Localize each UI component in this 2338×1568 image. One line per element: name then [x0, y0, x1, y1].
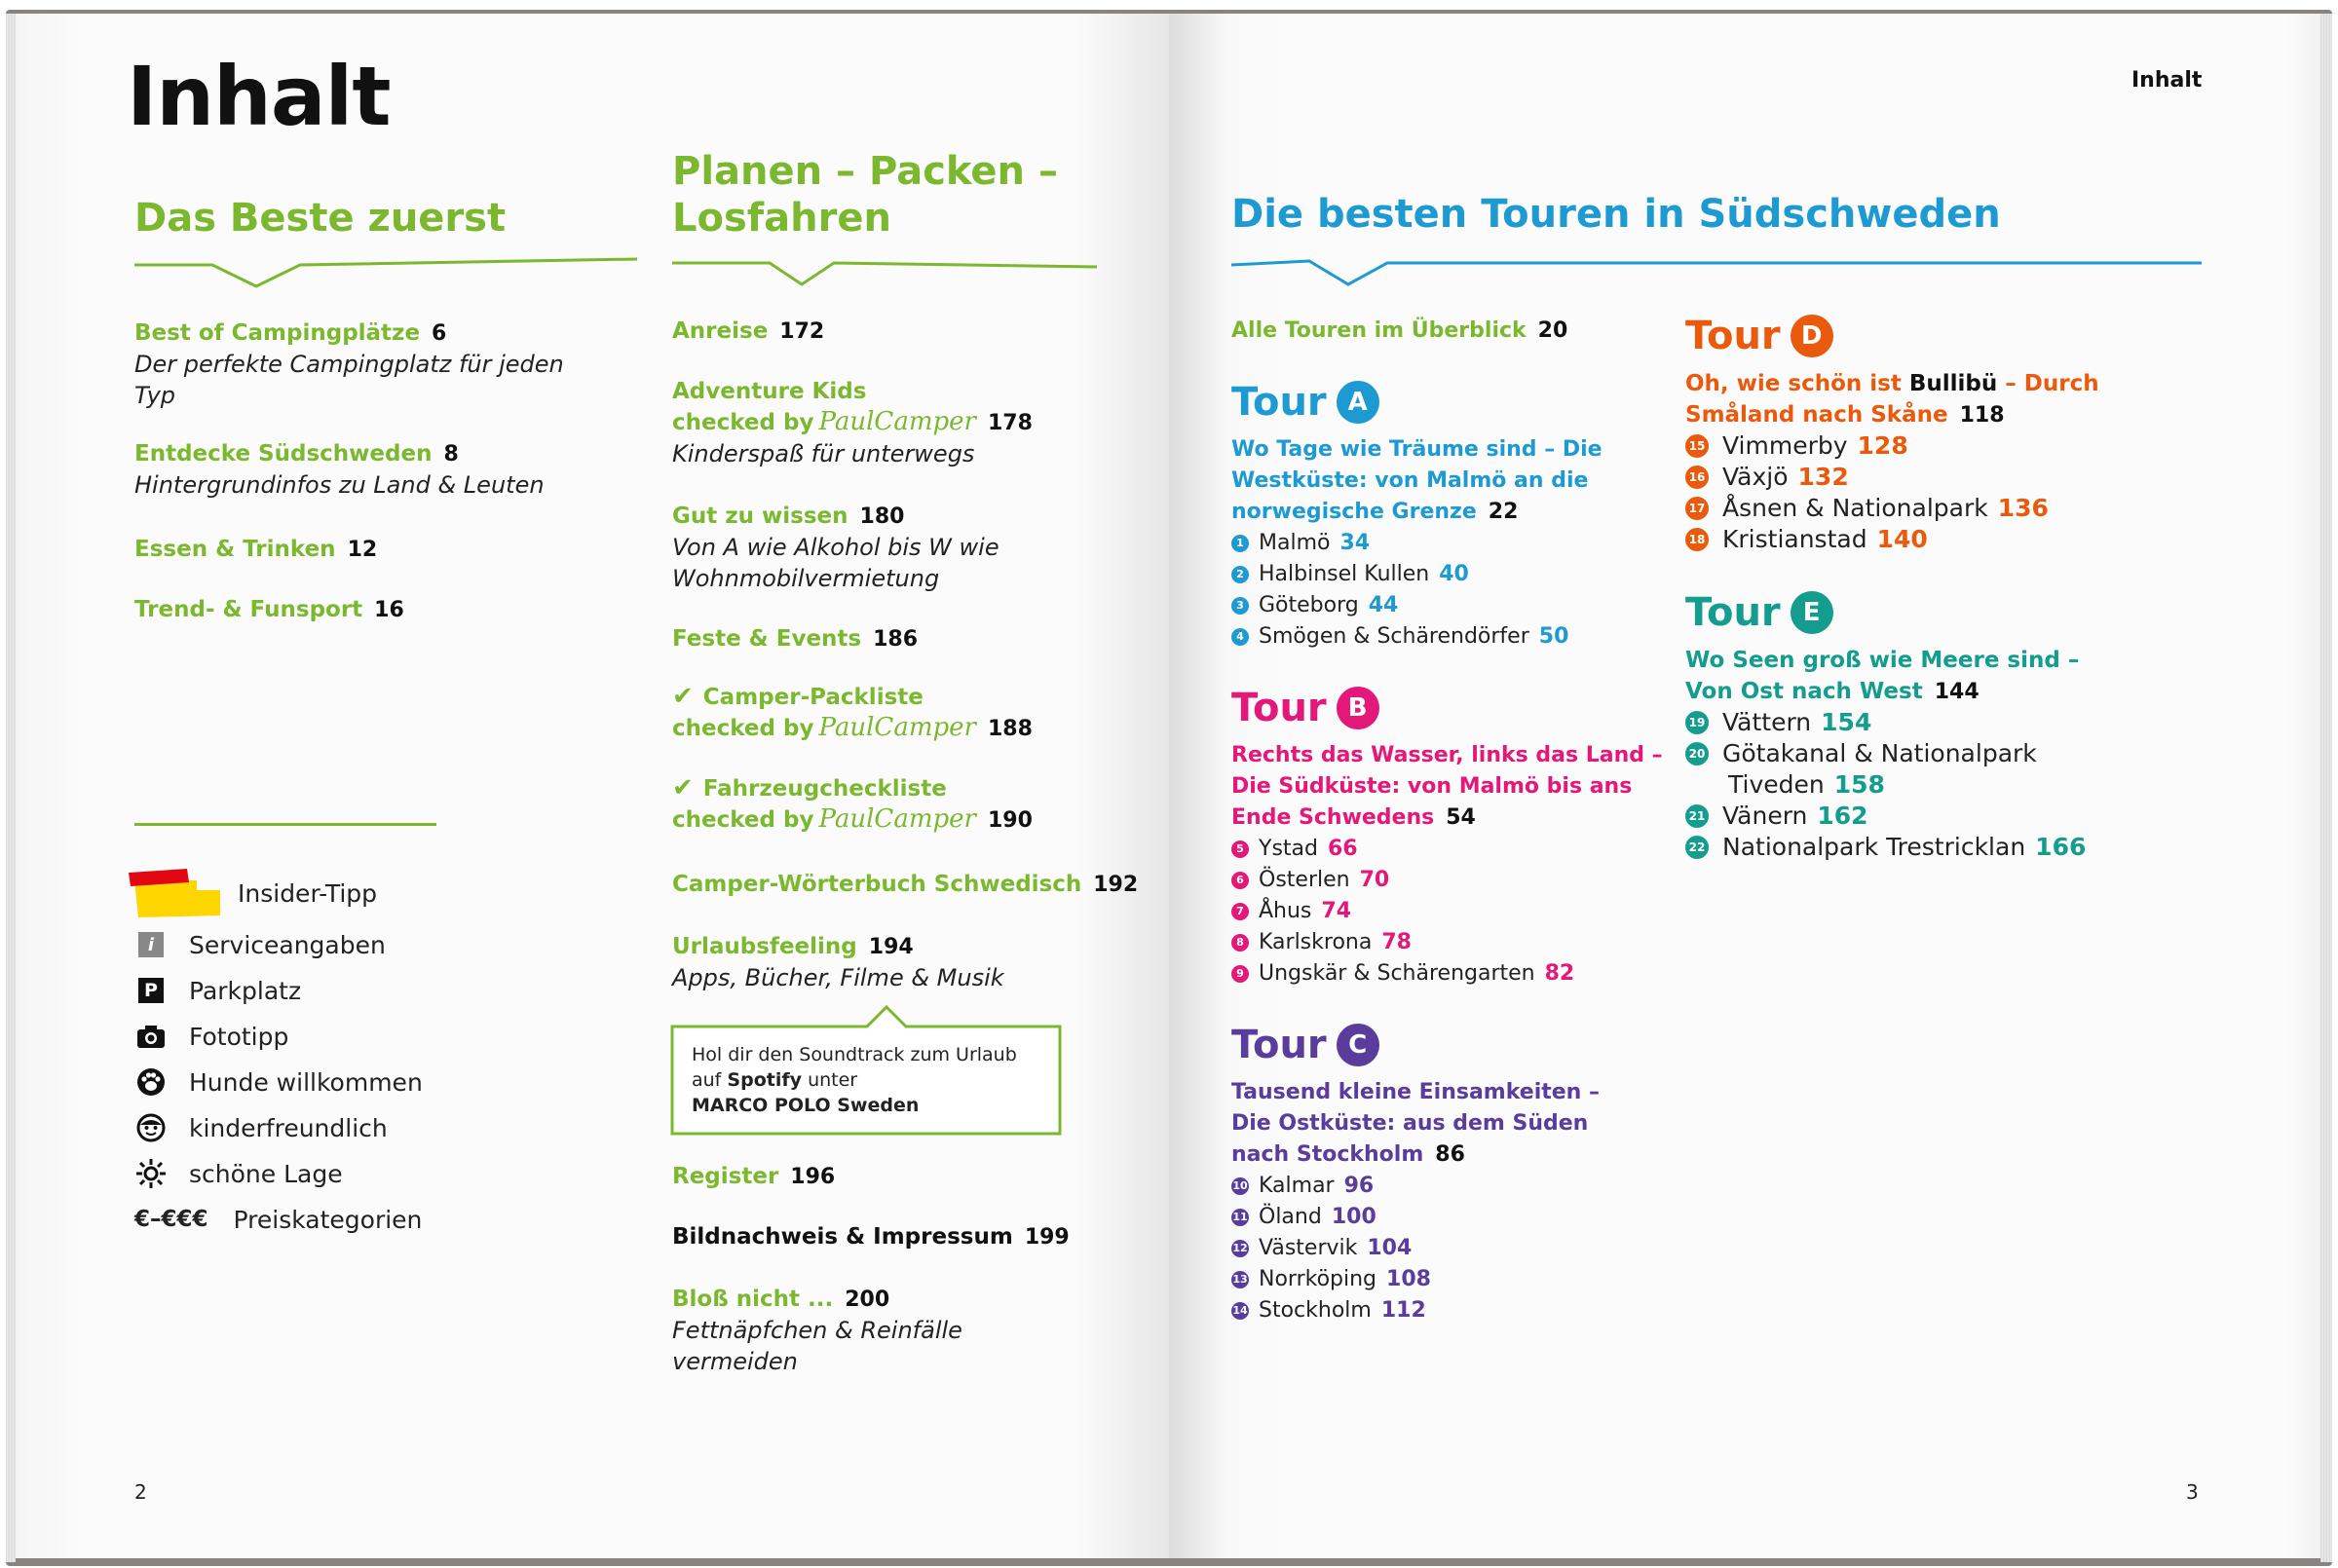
legend-item: Fototipp — [127, 1017, 423, 1056]
legend — [127, 865, 423, 1239]
sun-icon — [134, 1157, 168, 1190]
tour-badge-b: B — [1337, 687, 1379, 729]
running-header: Inhalt — [2131, 68, 2203, 93]
toc-entry[interactable]: Best of Campingplätze 6 Der perfekte Campingplatz für jeden Typ — [134, 320, 564, 409]
tour-stop-continued[interactable]: Tiveden 158 — [1728, 770, 1885, 799]
tour-c[interactable]: Tour C Tausend kleine Einsamkeiten – Die Ostküste: aus dem Süden nach Stockholm 86 10 Kalmar 96 11 Öland 100 12 Västervik 104 13 Norrköping 108 14 Stockholm 112 — [1231, 1023, 1679, 1326]
tour-b[interactable]: Tour B Rechts das Wasser, links das Land – Die Südküste: von Malmö bis ans Ende Schwedens 54 5 Ystad 66 6 Österlen 70 7 Åhus 74 8 Karlskrona 78 9 Ungskär & Schärengarten 82 — [1231, 686, 1679, 989]
parking-icon: P — [134, 974, 168, 1007]
checkmark-icon: ✔ — [672, 773, 694, 803]
tour-stop[interactable]: 19 Vättern 154 — [1685, 707, 2153, 738]
tour-stop[interactable]: 15 Vimmerby 128 — [1685, 430, 2153, 462]
checkmark-icon: ✔ — [672, 682, 694, 711]
tour-stop[interactable]: 6 Österlen 70 — [1231, 865, 1679, 896]
tour-stop[interactable]: 16 Växjö 132 — [1685, 462, 2153, 493]
page-number-left: 2 — [134, 1480, 147, 1504]
toc-entry[interactable]: Gut zu wissen 180 Von A wie Alkohol bis W wie Wohnmobilvermietung — [672, 504, 999, 592]
info-icon: i — [134, 928, 168, 961]
legend-divider — [134, 823, 436, 826]
toc-entry[interactable]: Adventure Kids checked by PaulCamper 178 Kinderspaß für unterwegs — [672, 379, 1033, 467]
toc-entry[interactable]: Alle Touren im Überblick 20 — [1231, 318, 1568, 343]
page-number-right: 3 — [2186, 1480, 2199, 1504]
heading-divider — [134, 255, 641, 290]
tour-stop[interactable]: 10 Kalmar 96 — [1232, 1174, 1375, 1198]
section-heading-best: Das Beste zuerst — [134, 196, 507, 241]
section-heading-plan: Planen – Packen – Losfahren — [672, 149, 1058, 241]
euro-range-symbol: €–€€€ — [134, 1207, 208, 1232]
toc-entry[interactable]: Urlaubsfeeling 194 Apps, Bücher, Filme & Musik — [672, 934, 1004, 991]
tour-stop[interactable]: 14 Stockholm 112 — [1232, 1298, 1426, 1323]
tour-badge-c: C — [1337, 1024, 1379, 1066]
tour-stop[interactable]: 1 Malmö 34 — [1231, 528, 1660, 559]
toc-entry[interactable]: Bloß nicht ... 200 Fettnäpfchen & Reinfälle vermeiden — [672, 1287, 962, 1375]
legend-item: kinderfreundlich — [127, 1108, 423, 1147]
left-page-edges — [6, 14, 16, 1562]
camera-icon — [134, 1020, 168, 1053]
tour-stop[interactable]: 22 Nationalpark Trestricklan 166 — [1685, 832, 2153, 863]
tour-stop[interactable]: 9 Ungskär & Schärengarten 82 — [1231, 958, 1679, 989]
toc-entry[interactable]: Camper-Wörterbuch Schwedisch 192 — [672, 872, 1139, 897]
paulcamper-logo: PaulCamper — [818, 407, 976, 436]
right-page-edges — [2320, 14, 2332, 1562]
tour-a[interactable]: Tour A Wo Tage wie Träume sind – Die Westküste: von Malmö an die norwegische Grenze 22 1 Malmö 34 2 Halbinsel Kullen 40 3 Göteborg 44 4 Smögen & Schärendörfer 50 — [1231, 380, 1660, 653]
legend-item: P Parkplatz — [127, 971, 423, 1010]
tour-stop[interactable]: 2 Halbinsel Kullen 40 — [1231, 559, 1660, 590]
heading-divider — [1231, 255, 2206, 290]
toc-entry[interactable]: Bildnachweis & Impressum 199 — [672, 1224, 1070, 1250]
spotify-box: Hol dir den Soundtrack zum Urlaub auf Spotify unter MARCO POLO Sweden — [692, 1044, 1017, 1116]
toc-entry[interactable]: Trend- & Funsport 16 — [134, 597, 404, 622]
tour-stop[interactable]: 13 Norrköping 108 — [1232, 1267, 1431, 1291]
legend-item: Hunde willkommen — [127, 1063, 423, 1101]
tour-d[interactable]: Tour D Oh, wie schön ist Bullibü – Durch Småland nach Skåne 118 15 Vimmerby 128 16 Växjö 132 17 Åsnen & Nationalpark 136 18 Kristianstad 140 — [1685, 314, 2153, 555]
tour-stop[interactable]: 18 Kristianstad 140 — [1685, 524, 2153, 555]
tour-stop[interactable]: 3 Göteborg 44 — [1231, 590, 1660, 621]
paw-icon — [134, 1065, 168, 1099]
toc-entry[interactable]: Essen & Trinken 12 — [134, 537, 378, 562]
toc-entry[interactable]: ✔ Camper-Packliste checked by PaulCamper 188 — [672, 682, 1033, 742]
tour-badge-d: D — [1791, 315, 1833, 357]
tour-stop[interactable]: 17 Åsnen & Nationalpark 136 — [1685, 493, 2153, 524]
legend-item: €–€€€ Preiskategorien — [134, 1205, 423, 1234]
tour-e[interactable]: Tour E Wo Seen groß wie Meere sind – Von Ost nach West 144 19 Vättern 154 20 Götakanal & Nationalpark Tiveden 158 21 Vänern 162 22 Nationalpark Trestricklan 166 — [1685, 590, 2153, 863]
tour-badge-e: E — [1791, 591, 1833, 634]
toc-entry[interactable]: Feste & Events 186 — [672, 626, 919, 652]
legend-item: Insider-Tipp — [127, 865, 423, 921]
toc-entry[interactable]: Anreise 172 — [672, 318, 825, 344]
tour-stop[interactable]: 8 Karlskrona 78 — [1231, 927, 1679, 958]
toc-entry[interactable]: ✔ Fahrzeugcheckliste checked by PaulCamper 190 — [672, 773, 1033, 834]
tour-stop[interactable]: 5 Ystad 66 — [1231, 834, 1679, 865]
tour-stop[interactable]: 11 Öland 100 — [1232, 1205, 1376, 1229]
tour-badge-a: A — [1337, 381, 1379, 424]
insider-tip-icon — [127, 867, 224, 919]
paulcamper-logo: PaulCamper — [818, 804, 976, 834]
tour-stop[interactable]: 4 Smögen & Schärendörfer 50 — [1231, 621, 1660, 653]
toc-entry[interactable]: Register 196 — [672, 1164, 836, 1189]
toc-entry[interactable]: Entdecke Südschweden 8 Hintergrundinfos zu Land & Leuten — [134, 441, 545, 499]
tour-stop[interactable]: 12 Västervik 104 — [1232, 1236, 1413, 1260]
legend-item: i Serviceangaben — [127, 925, 423, 964]
heading-divider — [672, 255, 1101, 290]
legend-item: schöne Lage — [127, 1154, 423, 1193]
section-heading-tours: Die besten Touren in Südschweden — [1231, 192, 2001, 237]
tour-stop[interactable]: 7 Åhus 74 — [1231, 896, 1679, 927]
tour-stop[interactable]: 20 Götakanal & Nationalpark — [1685, 738, 2153, 769]
paulcamper-logo: PaulCamper — [818, 713, 976, 742]
child-face-icon — [134, 1111, 168, 1144]
tour-stop[interactable]: 21 Vänern 162 — [1685, 801, 2153, 832]
page-title: Inhalt — [127, 49, 391, 144]
